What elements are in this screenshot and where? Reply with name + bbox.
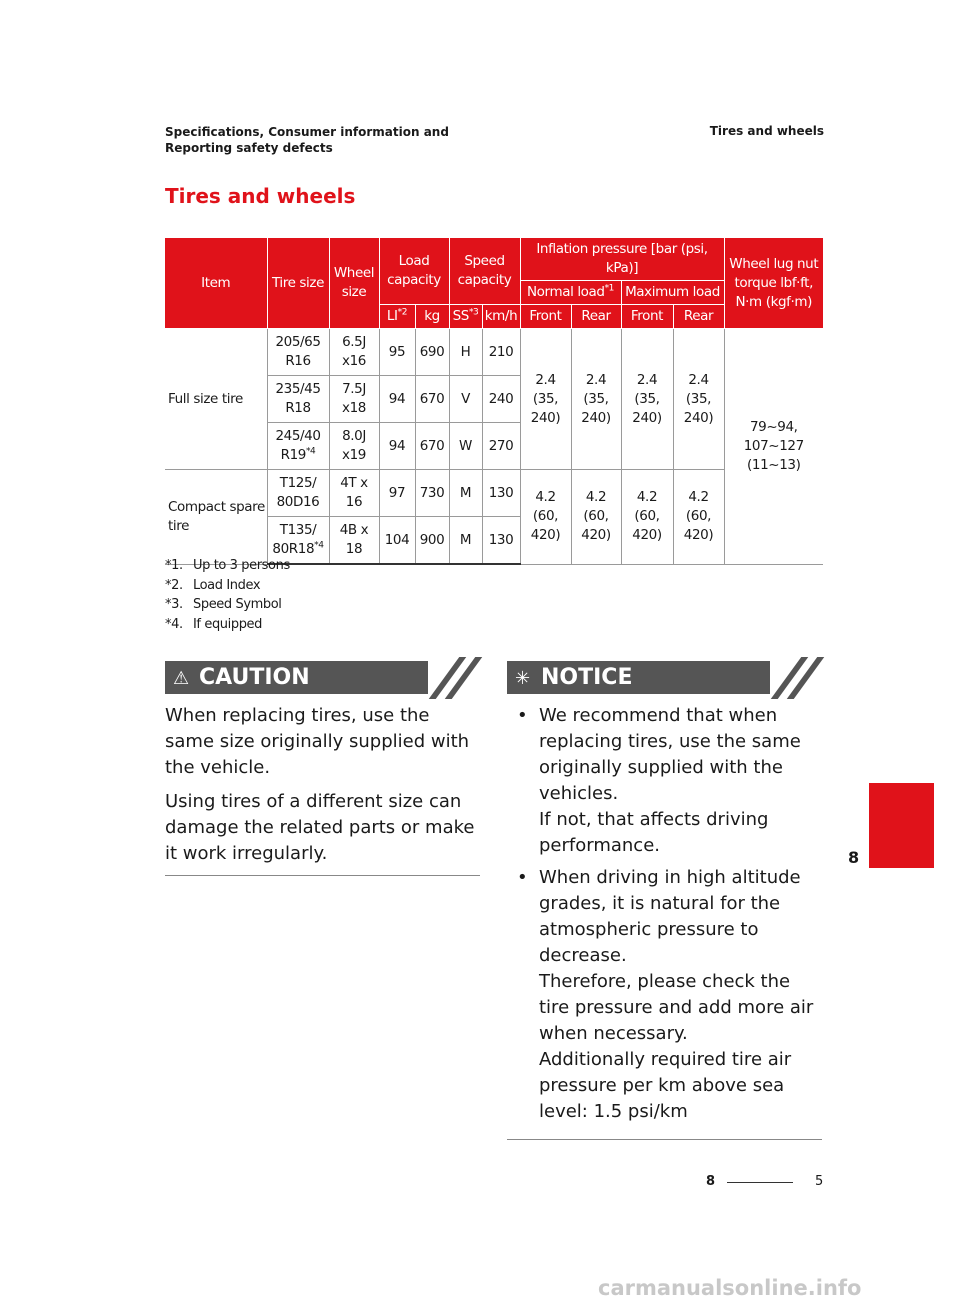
cell-tire: 235/45 R18	[267, 376, 329, 423]
cell-tire: 205/65 R16	[267, 329, 329, 376]
group-compact-spare: Compact spare tire	[165, 470, 267, 565]
divider	[165, 875, 480, 876]
cell-kmh: 240	[482, 376, 520, 423]
notice-bullet	[507, 703, 822, 859]
footnote: *4. If equipped	[165, 616, 262, 632]
chapter-tab-number: 8	[848, 848, 860, 867]
notice-text: If not, that affects driving performance.	[539, 809, 769, 856]
cell-kmh: 130	[482, 470, 520, 517]
cell-max-rear-compact: 4.2 (60, 420)	[673, 470, 724, 565]
cell-kg: 670	[415, 376, 449, 423]
caution-body	[165, 694, 480, 867]
divider	[507, 1139, 822, 1140]
notice-text: Therefore, please check the tire pressure and add more air when necessary.	[539, 971, 814, 1044]
col-torque: Wheel lug nut torque lbf·ft, N·m (kgf·m)	[724, 238, 823, 329]
header-stripes	[770, 661, 822, 694]
col-tire-size: Tire size	[267, 238, 329, 329]
cell-max-front-compact: 4.2 (60, 420)	[621, 470, 673, 565]
col-kg: kg	[415, 305, 449, 329]
col-normal-rear: Rear	[571, 305, 621, 329]
notice-box	[507, 661, 822, 1140]
cell-normal-front-compact: 4.2 (60, 420)	[520, 470, 571, 565]
asterisk-icon: ✳	[515, 668, 531, 689]
cell-max-rear-full: 2.4 (35, 240)	[673, 329, 724, 470]
caution-header	[165, 661, 480, 694]
notice-body	[507, 694, 822, 1125]
header-chapter-title: Tires and wheels	[709, 124, 824, 138]
footnotes	[165, 556, 290, 634]
cell-kg: 670	[415, 423, 449, 470]
col-normal-front: Front	[520, 305, 571, 329]
cell-li: 94	[379, 423, 415, 470]
cell-wheel: 7.5J x18	[329, 376, 379, 423]
header-stripes	[428, 661, 480, 694]
col-li: LI$^{*2}$	[379, 305, 415, 329]
notice-text: • When driving in high altitude grades, it is natural for the atmospheric pressure to decrease.	[539, 867, 801, 966]
col-max-front: Front	[621, 305, 673, 329]
page-title: Tires and wheels	[165, 184, 356, 208]
footer-divider	[727, 1182, 793, 1183]
cell-torque: 79~94, 107~127 (11~13)	[724, 329, 823, 565]
col-ss: SS$^{*3}$	[449, 305, 482, 329]
footnote: *1. Up to 3 persons	[165, 558, 290, 573]
cell-li: 94	[379, 376, 415, 423]
col-load-capacity: Load capacity	[379, 238, 449, 305]
watermark: carmanualsonline.info	[598, 1276, 862, 1300]
cell-wheel: 4B x 18	[329, 517, 379, 565]
cell-li: 104	[379, 517, 415, 565]
caution-text: Using tires of a different size can damage the related parts or make it work irregularly.	[165, 791, 475, 864]
notice-label: NOTICE	[541, 665, 633, 690]
notice-bullet	[507, 865, 822, 1125]
chapter-tab	[869, 783, 934, 868]
cell-wheel: 4T x 16	[329, 470, 379, 517]
cell-kmh: 130	[482, 517, 520, 565]
notice-header	[507, 661, 822, 694]
cell-wheel: 8.0J x19	[329, 423, 379, 470]
cell-kmh: 270	[482, 423, 520, 470]
cell-kg: 690	[415, 329, 449, 376]
tire-spec-table	[165, 237, 823, 565]
cell-ss: M	[449, 517, 482, 565]
cell-ss: V	[449, 376, 482, 423]
cell-kmh: 210	[482, 329, 520, 376]
cell-normal-rear-compact: 4.2 (60, 420)	[571, 470, 621, 565]
cell-kg: 900	[415, 517, 449, 565]
caution-box	[165, 661, 480, 876]
notice-text: Additionally required tire air pressure per km above sea level: 1.5 psi/km	[539, 1049, 792, 1122]
col-max-rear: Rear	[673, 305, 724, 329]
cell-normal-front-full: 2.4 (35, 240)	[520, 329, 571, 470]
footer-chapter: 8	[706, 1174, 716, 1189]
cell-wheel: 6.5J x16	[329, 329, 379, 376]
cell-li: 95	[379, 329, 415, 376]
cell-ss: M	[449, 470, 482, 517]
cell-tire: T125/ 80D16	[267, 470, 329, 517]
footer-page: 5	[815, 1174, 824, 1189]
cell-max-front-full: 2.4 (35, 240)	[621, 329, 673, 470]
col-speed-capacity: Speed capacity	[449, 238, 520, 305]
col-normal-load: Normal load$^{*1}$	[520, 281, 621, 305]
warning-triangle-icon: ⚠	[173, 668, 190, 689]
col-kmh: km/h	[482, 305, 520, 329]
cell-li: 97	[379, 470, 415, 517]
cell-ss: H	[449, 329, 482, 376]
footnote: *2. Load Index	[165, 577, 261, 593]
header-section-title: Specifications, Consumer information and Reporting safety defects	[165, 125, 449, 155]
cell-normal-rear-full: 2.4 (35, 240)	[571, 329, 621, 470]
col-maximum-load: Maximum load	[621, 281, 724, 305]
caution-text: When replacing tires, use the same size originally supplied with the vehicle.	[165, 705, 470, 778]
cell-ss: W	[449, 423, 482, 470]
col-item: Item	[165, 238, 267, 329]
group-full-size: Full size tire	[165, 329, 267, 470]
caution-label: CAUTION	[199, 665, 310, 690]
table-row	[165, 329, 823, 376]
col-inflation: Inflation pressure [bar (psi, kPa)]	[520, 238, 724, 281]
col-wheel-size: Wheel size	[329, 238, 379, 329]
footnote: *3. Speed Symbol	[165, 597, 282, 612]
cell-tire: T135/ 80R18$^{*4}$	[267, 517, 329, 565]
notice-text: • We recommend that when replacing tires, use the same originally supplied with the vehicles.	[539, 705, 801, 804]
cell-tire: 245/40 R19$^{*4}$	[267, 423, 329, 470]
cell-kg: 730	[415, 470, 449, 517]
